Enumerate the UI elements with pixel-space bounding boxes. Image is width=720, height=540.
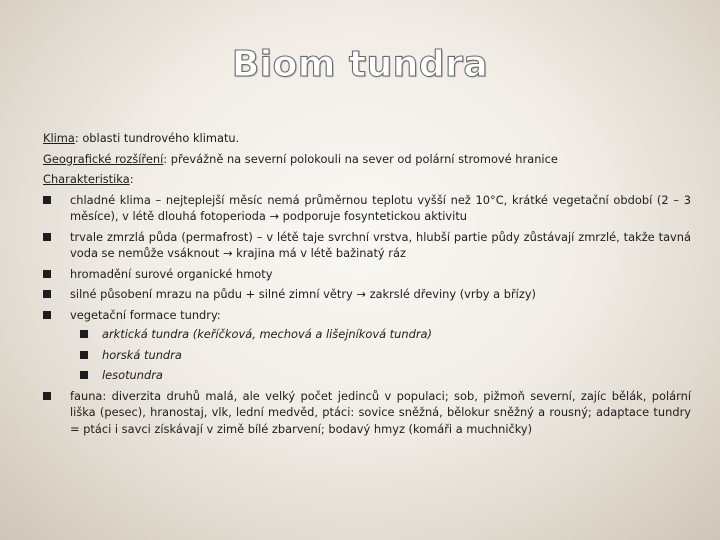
- klima-line: [43, 130, 691, 147]
- sub-bullet-text: arktická tundra (keříčková, mechová a lišejníková tundra): [102, 327, 432, 341]
- sub-bullet-text: lesotundra: [102, 368, 163, 382]
- bullet-text: fauna: diverzita druhů malá, ale velký počet jedinců v populaci; sob, pižmoň severní, zajíc bělák, polární liška (pesec), hranostaj, vlk, lední medvěd, ptáci: sovice sněžná, bělokur sněžný a rousný; adaptace tundry = ptáci i savci získávají v zimě bílé zbarvení; bodavý hmyz (komáři a muchničky): [70, 388, 691, 436]
- slide-content: [43, 130, 691, 441]
- bullet-list: [43, 192, 691, 438]
- sub-bullet-text: horská tundra: [102, 347, 182, 362]
- bullet-text: vegetační formace tundry:: [70, 307, 221, 322]
- square-bullet-icon: [43, 290, 51, 298]
- bullet-text: chladné klima – nejteplejší měsíc nemá průměrnou teplotu vyšší než 10°C, krátké vegetační období (2 – 3 měsíce), v létě dlouhá fotoperioda → podporuje fosyntetickou aktivitu: [70, 192, 691, 223]
- bullet-text: trvale zmrzlá půda (permafrost) – v létě taje svrchní vrstva, hlubší partie půdy zůstávají zmrzlé, takže tavná voda se nemůže vsáknout → krajina má v létě bažinatý ráz: [70, 229, 691, 260]
- sub-bullet-item: [70, 347, 691, 364]
- geo-line: [43, 151, 691, 168]
- square-bullet-icon: [80, 330, 88, 338]
- square-bullet-icon: [43, 196, 51, 204]
- square-bullet-icon: [43, 233, 51, 241]
- charakteristika-label: Charakteristika: [43, 172, 130, 186]
- bullet-item: [43, 286, 691, 303]
- bullet-item: [43, 192, 691, 225]
- square-bullet-icon: [80, 351, 88, 359]
- geo-text: : převážně na severní polokouli na sever od polární stromové hranice: [163, 151, 558, 166]
- square-bullet-icon: [43, 270, 51, 278]
- square-bullet-icon: [43, 392, 51, 400]
- bullet-item: [43, 229, 691, 262]
- bullet-text: silné působení mrazu na půdu + silné zimní větry → zakrslé dřeviny (vrby a břízy): [70, 287, 536, 301]
- charakteristika-line: [43, 171, 691, 188]
- bullet-item: [43, 388, 691, 438]
- page-title: Biom tundra: [231, 44, 489, 85]
- sub-bullet-list: [70, 326, 691, 384]
- klima-label: Klima: [43, 131, 75, 145]
- sub-bullet-item: [70, 367, 691, 384]
- bullet-item: [43, 266, 691, 283]
- klima-text: : oblasti tundrového klimatu.: [74, 131, 240, 145]
- square-bullet-icon: [43, 311, 51, 319]
- bullet-item: [43, 307, 691, 384]
- square-bullet-icon: [80, 371, 88, 379]
- charakteristika-text: :: [129, 172, 134, 186]
- sub-bullet-item: [70, 326, 691, 343]
- geo-label: Geografické rozšíření: [43, 151, 164, 166]
- bullet-text: hromadění surové organické hmoty: [70, 266, 273, 281]
